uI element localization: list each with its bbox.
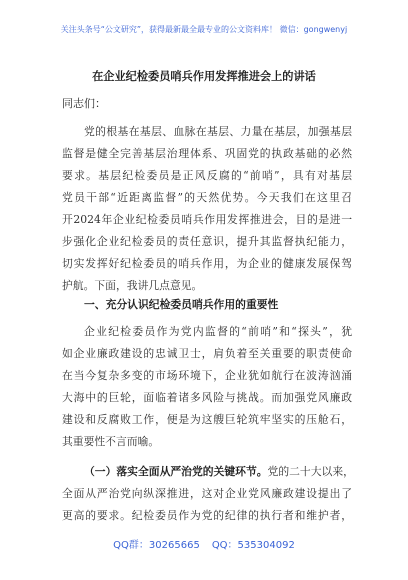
paragraph-line: 切实发挥好纪检委员的哨兵作用，为企业的健康发展保驾 <box>62 257 352 270</box>
footer-qq-group: QQ群：30265665 <box>113 540 200 551</box>
header-banner: 关注头条号“公文研究”，获得最新最全最专业的公文资料库！ 微信：gongwenyj <box>60 25 348 34</box>
salutation: 同志们： <box>62 97 106 110</box>
paragraph-line: 要求。基层纪检委员是正风反腐的“前哨”，具有对基层 <box>62 169 352 182</box>
paragraph-line: 步强化企业纪检委员的责任意识，提升其监督执纪能力， <box>62 235 352 248</box>
subsection-heading: （一）落实全面从严治党的关键环节。 <box>84 465 268 478</box>
paragraph-line: 护航。下面，我讲几点意见。 <box>62 279 203 292</box>
paragraph-line: 其重要性不言而喻。 <box>62 435 160 448</box>
paragraph-line: 党的根基在基层、血脉在基层、力量在基层，加强基层 <box>84 125 352 138</box>
footer-contact <box>0 536 408 551</box>
paragraph-line: 党员干部“近距离监督”的天然优势。今天我们在这里召 <box>62 191 352 204</box>
paragraph-line: 大海中的巨轮，面临着诸多风险与挑战。而加强党风廉政 <box>62 391 352 404</box>
paragraph-line: 企业纪检委员作为党内监督的“前哨”和“探头”，犹 <box>84 325 352 338</box>
paragraph-line: 监督是健全完善基层治理体系、巩固党的执政基础的必然 <box>62 147 352 160</box>
paragraph-line: 在当今复杂多变的市场环境下，企业犹如航行在波涛汹涌 <box>62 369 352 382</box>
subsection-text: 党的二十大以来， <box>267 465 354 478</box>
paragraph-line: 全面从严治党向纵深推进，这对企业党风廉政建设提出了 <box>62 487 352 500</box>
paragraph-line: 建设和反腐败工作，便是为这艘巨轮筑牢坚实的压舱石， <box>62 413 352 426</box>
section-heading: 一、充分认识纪检委员哨兵作用的重要性 <box>84 298 279 311</box>
paragraph-line: 开2024年企业纪检委员哨兵作用发挥推进会，目的是进一 <box>62 213 352 226</box>
footer-qq: QQ：535304092 <box>211 540 295 551</box>
paragraph-line: 如企业廉政建设的忠诚卫士，肩负着至关重要的职责使命 <box>62 347 352 360</box>
document-title: 在企业纪检委员哨兵作用发挥推进会上的讲话 <box>92 70 316 83</box>
paragraph-line: 更高的要求。纪检委员作为党的纪律的执行者和维护者， <box>62 509 352 522</box>
subsection-first-line <box>84 465 352 479</box>
